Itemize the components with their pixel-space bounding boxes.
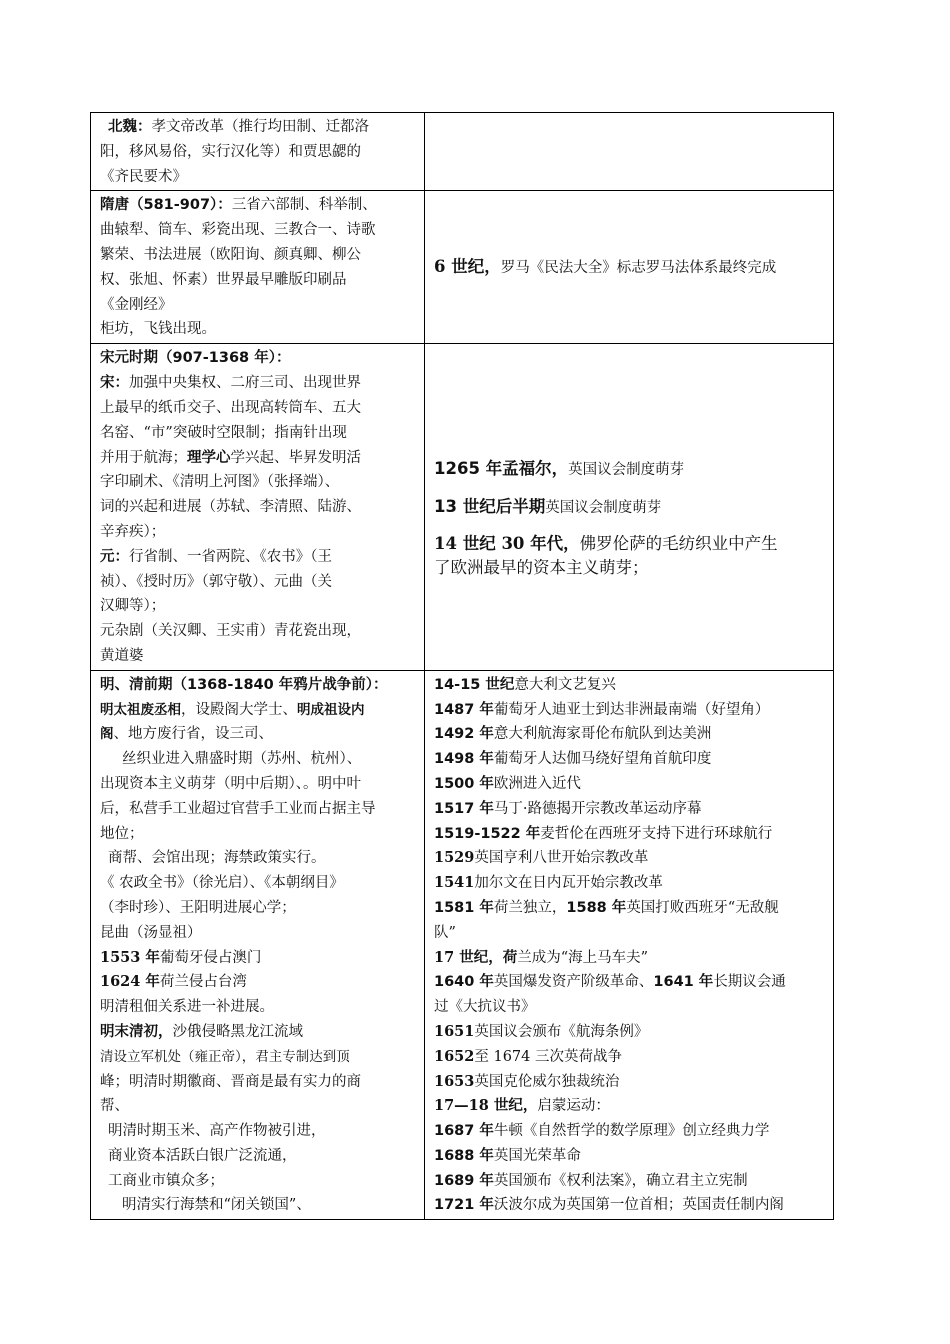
text-line: 元：行省制、一省两院、《农书》（王	[100, 548, 332, 565]
timeline-entry: 1498 年葡萄牙人达伽马绕好望角首航印度	[434, 751, 712, 768]
table-row	[91, 113, 834, 191]
text-line: 字印刷术、《清明上河图》（张择端）、	[100, 474, 340, 491]
text-line: 柜坊，飞钱出现。	[100, 321, 216, 338]
text-line: 隋唐（581-907）：三省六部制、科举制、	[100, 197, 377, 214]
text-line: 《 农政全书》（徐光启）、《本朝纲目》	[100, 875, 344, 892]
right-cell	[425, 113, 834, 191]
timeline-entry: 1653英国克伦威尔独裁统治	[434, 1072, 620, 1090]
text-line: 词的兴起和进展（苏轼、李清照、陆游、	[100, 499, 361, 516]
right-cell	[425, 344, 834, 670]
text-line: 峰；明清时期徽商、晋商是最有实力的商	[100, 1073, 361, 1090]
timeline-entry: 17 世纪，荷兰成为“海上马车夫”	[434, 948, 649, 966]
timeline-entry: 1541加尔文在日内瓦开始宗教改革	[434, 874, 663, 892]
text-line: 14 世纪 30 年代，佛罗伦萨的毛纺织业中产生	[434, 534, 778, 554]
left-cell	[91, 191, 425, 344]
text-line: 黄道婆	[100, 647, 144, 664]
timeline-entry: 1721 年沃波尔成为英国第一位首相；英国责任制内阁	[434, 1197, 784, 1214]
timeline-entry: 1689 年英国颁布《权利法案》，确立君主立宪制	[434, 1172, 748, 1189]
text-line: 祯）、《授时历》（郭守敬）、元曲（关	[100, 573, 332, 590]
text-line: 明清实行海禁和“闭关锁国”、	[122, 1197, 311, 1214]
text-line: 商业资本活跃白银广泛流通，	[108, 1147, 297, 1164]
text-line: 上最早的纸币交子、出现高转筒车、五大	[100, 399, 361, 416]
text-line: 曲辕犁、筒车、彩瓷出现、三教合一、诗歌	[100, 222, 376, 239]
text-line: 1624 年荷兰侵占台湾	[100, 973, 247, 991]
text-line: 阳，移风易俗，实行汉化等）和贾思勰的	[100, 143, 361, 160]
table-row	[91, 344, 834, 670]
text-line: 权、张旭、怀素）世界最早雕版印刷品	[100, 271, 347, 288]
timeline-entry: 1500 年欧洲进入近代	[434, 775, 581, 792]
text-line: 《齐民要术》	[100, 168, 187, 185]
right-cell	[425, 191, 834, 344]
timeline-entry: 1492 年意大利航海家哥伦布航队到达美洲	[434, 726, 712, 743]
text-line: 宋元时期（907-1368 年）：	[100, 350, 291, 367]
timeline-entry: 17—18 世纪，启蒙运动：	[434, 1097, 610, 1115]
text-line: 并用于航海；理学心学兴起、毕昇发明活	[100, 449, 361, 466]
text-line: 明末清初，沙俄侵略黑龙江流域	[100, 1022, 303, 1040]
text-line: 明太祖废丞相，设殿阁大学士、明成祖设内	[100, 701, 365, 718]
timeline-entry: 1519-1522 年麦哲伦在西班牙支持下进行环球航行	[434, 825, 773, 842]
text-line: 昆曲（汤显祖）	[100, 924, 202, 941]
text-line: 《金刚经》	[100, 296, 173, 313]
text-line: 1265 年孟福尔，英国议会制度萌芽	[434, 458, 685, 478]
text-line: （李时珍）、王阳明进展心学；	[100, 899, 296, 916]
timeline-entry: 1517 年马丁·路德揭开宗教改革运动序幕	[434, 800, 702, 817]
timeline-entry: 1652至 1674 三次英荷战争	[434, 1047, 622, 1065]
text-line: 阁、地方废行省，设三司、	[100, 726, 273, 743]
text-line: 13 世纪后半期英国议会制度萌芽	[434, 496, 662, 516]
text-line: 帮、	[100, 1098, 129, 1115]
timeline-table	[90, 112, 834, 1220]
text-line: 汉卿等）；	[100, 598, 166, 615]
left-cell	[91, 670, 425, 1220]
text-line: 北魏：孝文帝改革（推行均田制、迁都洛	[108, 119, 369, 135]
text-line: 丝织业进入鼎盛时期（苏州、杭州）、	[122, 751, 362, 768]
text-line: 清设立军机处（雍正帝），君主专制达到顶	[100, 1048, 350, 1065]
text-line: 辛弃疾）；	[100, 523, 166, 540]
timeline-entry: 1529英国亨利八世开始宗教改革	[434, 849, 649, 867]
left-cell	[91, 344, 425, 670]
table-row	[91, 670, 834, 1220]
text-line: 后，私营手工业超过官营手工业而占据主导	[100, 800, 376, 817]
text-line: 繁荣、书法进展（欧阳询、颜真卿、柳公	[100, 246, 361, 263]
text-line: 地位；	[100, 825, 144, 842]
text-line: 明、清前期（1368-1840 年鸦片战争前）：	[100, 676, 388, 693]
timeline-entry: 过《大抗议书》	[434, 999, 536, 1016]
text-line: 了欧洲最早的资本主义萌芽；	[434, 558, 649, 578]
text-line: 1553 年葡萄牙侵占澳门	[100, 948, 262, 966]
text-line: 出现资本主义萌芽（明中后期）、。明中叶	[100, 775, 361, 792]
text-line: 明清租佃关系进一补进展。	[100, 999, 274, 1016]
text-line: 宋：加强中央集权、二府三司、出现世界	[100, 375, 361, 392]
table-row	[91, 191, 834, 344]
text-line: 明清时期玉米、高产作物被引进，	[108, 1123, 326, 1140]
timeline-entry: 队”	[434, 924, 456, 941]
left-cell	[91, 113, 425, 191]
right-cell	[425, 670, 834, 1220]
text-line: 名窑、“市”突破时空限制；指南针出现	[100, 424, 347, 441]
timeline-entry: 1688 年英国光荣革命	[434, 1147, 581, 1164]
timeline-entry: 1640 年英国爆发资产阶级革命、1641 年长期议会通	[434, 974, 786, 991]
text-line: 6 世纪，罗马《民法大全》标志罗马法体系最终完成	[434, 256, 777, 276]
timeline-entry: 14-15 世纪意大利文艺复兴	[434, 676, 616, 693]
text-line: 工商业市镇众多；	[108, 1172, 224, 1189]
timeline-entry: 1651英国议会颁布《航海条例》	[434, 1022, 649, 1040]
timeline-entry: 1487 年葡萄牙人迪亚士到达非洲最南端（好望角）	[434, 701, 770, 718]
timeline-entry: 1687 年牛顿《自然哲学的数学原理》创立经典力学	[434, 1123, 770, 1140]
timeline-entry: 1581 年荷兰独立，1588 年英国打败西班牙“无敌舰	[434, 899, 779, 916]
text-line: 元杂剧（关汉卿、王实甫）青花瓷出现，	[100, 623, 361, 640]
text-line: 商帮、会馆出现；海禁政策实行。	[108, 850, 326, 867]
